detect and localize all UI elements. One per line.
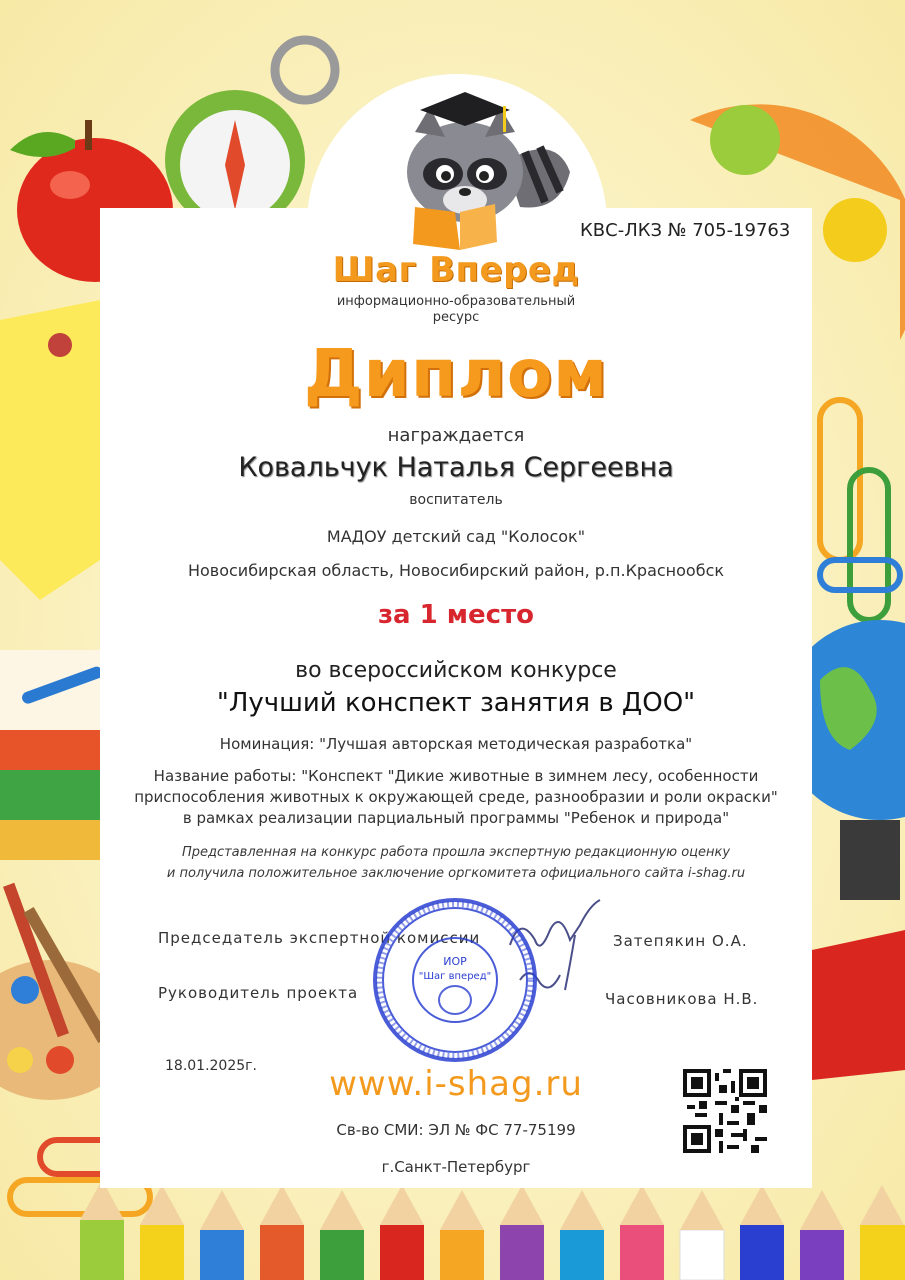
- signature-role-chair: Председатель экспертной комиссии: [158, 929, 481, 947]
- expert-note-line1: Представленная на конкурс работа прошла экспертную редакционную оценку: [181, 845, 731, 860]
- work-title: [100, 766, 812, 829]
- recipient-region: Новосибирская область, Новосибирский район, р.п.Краснообск: [187, 561, 725, 580]
- contest-line: во всероссийском конкурсе: [295, 658, 617, 683]
- brand-subtitle: [100, 294, 812, 326]
- signature-person-head: Часовникова Н.В.: [605, 990, 759, 1008]
- recipient-name: Ковальчук Наталья Сергеевна: [238, 452, 674, 483]
- brand-subtitle-line2: ресурс: [432, 310, 480, 325]
- stamp-line1: ИОР: [443, 955, 467, 968]
- city: г.Санкт-Петербург: [381, 1158, 531, 1176]
- website-link[interactable]: www.i-shag.ru: [329, 1064, 583, 1104]
- issue-date: 18.01.2025г.: [165, 1058, 257, 1074]
- awarded-label: награждается: [387, 425, 525, 446]
- work-title-line3: в рамках реализации парциальный программы "Ребенок и природа": [182, 809, 730, 827]
- work-title-line2: приспособления животных к окружающей среде, разнообразии и роли окраски": [134, 788, 778, 806]
- award-place: за 1 место: [377, 600, 535, 630]
- work-title-line1: Название работы: "Конспект "Дикие животные в зимнем лесу, особенности: [153, 767, 759, 785]
- recipient-organization: МАДОУ детский сад "Колосок": [326, 527, 586, 546]
- signature-role-head: Руководитель проекта: [158, 984, 359, 1002]
- brand-subtitle-line1: информационно-образовательный: [336, 294, 576, 309]
- organization-stamp: [370, 895, 540, 1065]
- page-title: Диплом: [303, 335, 609, 412]
- serial-number: КВС-ЛКЗ № 705-19763: [580, 220, 791, 241]
- binder-clip-icon: [812, 930, 905, 1080]
- qr-code[interactable]: [683, 1069, 767, 1153]
- recipient-position: воспитатель: [409, 492, 503, 508]
- expert-note-line2: и получила положительное заключение оргкомитета официального сайта i-shag.ru: [166, 866, 746, 881]
- stamp-line2: "Шаг вперед": [418, 971, 492, 982]
- nomination: Номинация: "Лучшая авторская методическая разработка": [219, 735, 693, 753]
- raccoon-mascot-icon: [385, 92, 575, 252]
- books-icon: [0, 650, 104, 860]
- brand-name: Шаг Вперед: [332, 250, 580, 290]
- signature-person-chair: Затепякин О.А.: [613, 932, 748, 950]
- expert-note: [100, 842, 812, 884]
- contest-name: "Лучший конспект занятия в ДОО": [216, 688, 696, 718]
- sticky-note-icon: [0, 300, 100, 600]
- media-registration: Св-во СМИ: ЭЛ № ФС 77-75199: [336, 1121, 576, 1139]
